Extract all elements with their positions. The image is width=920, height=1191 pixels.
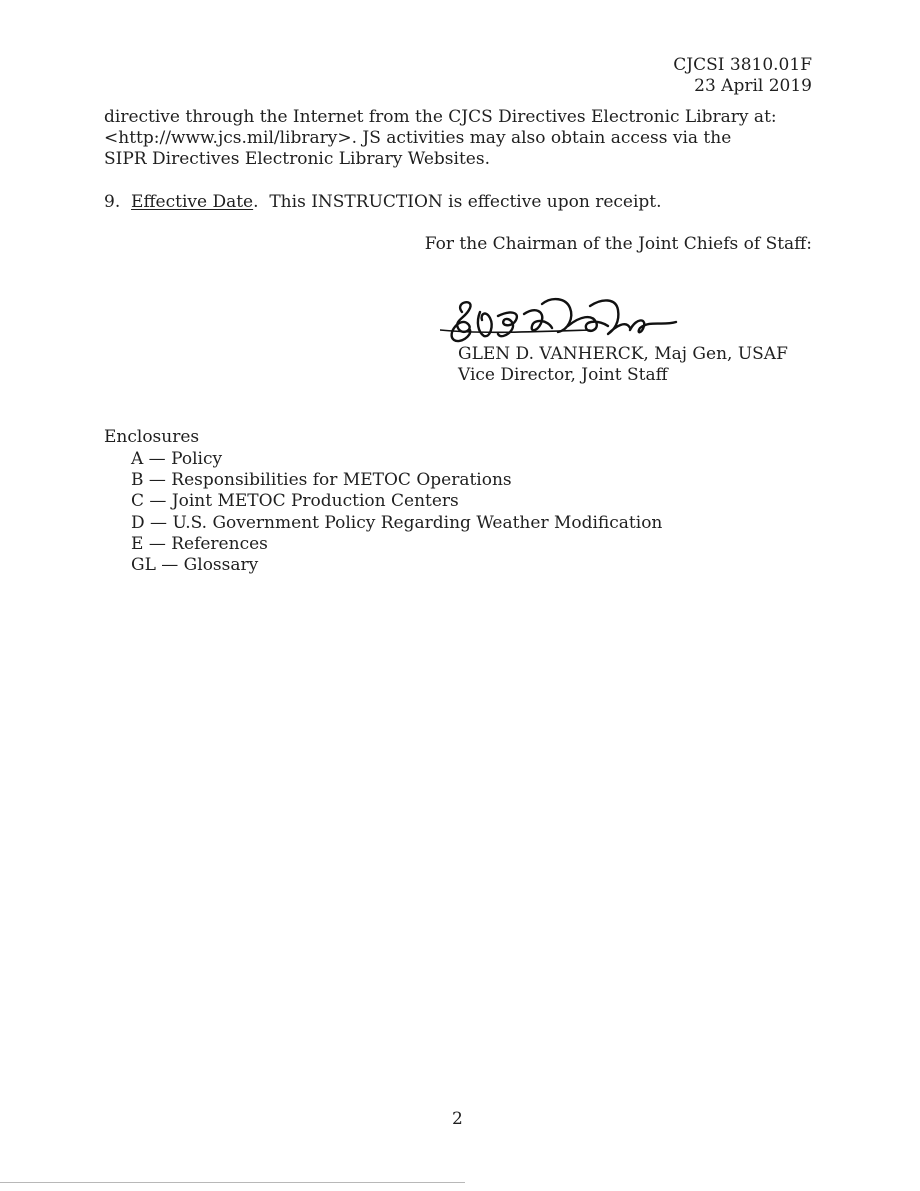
document-date: 23 April 2019 — [694, 76, 812, 96]
signatory-name: GLEN D. VANHERCK, Maj Gen, USAF — [458, 344, 788, 364]
section-9-title: Effective Date — [131, 192, 254, 212]
enclosure-item-e: E — References — [131, 534, 268, 554]
body-line-2: <http://www.jcs.mil/library>. JS activities may also obtain access via the — [104, 128, 732, 148]
section-9-number: 9. — [104, 192, 121, 212]
enclosure-item-a: A — Policy — [131, 449, 223, 469]
closing-line: For the Chairman of the Joint Chiefs of Staff: — [424, 234, 812, 254]
signatory-title: Vice Director, Joint Staff — [458, 365, 668, 385]
enclosure-item-c: C — Joint METOC Production Centers — [131, 491, 459, 511]
enclosure-item-d: D — U.S. Government Policy Regarding Weather Modification — [131, 513, 663, 533]
enclosures-heading: Enclosures — [104, 427, 200, 447]
section-9-text: This INSTRUCTION is effective upon receipt. — [269, 192, 662, 212]
page-number: 2 — [452, 1109, 463, 1129]
enclosure-item-b: B — Responsibilities for METOC Operations — [131, 470, 512, 490]
body-line-3: SIPR Directives Electronic Library Websites. — [104, 149, 490, 169]
document-number: CJCSI 3810.01F — [673, 55, 812, 75]
body-line-1: directive through the Internet from the CJCS Directives Electronic Library at: — [104, 107, 777, 127]
enclosure-item-gl: GL — Glossary — [131, 555, 259, 575]
handwritten-signature — [440, 290, 690, 346]
bottom-divider — [0, 1182, 465, 1183]
section-9-title-period: . — [253, 192, 259, 212]
section-9-paragraph — [104, 192, 662, 213]
